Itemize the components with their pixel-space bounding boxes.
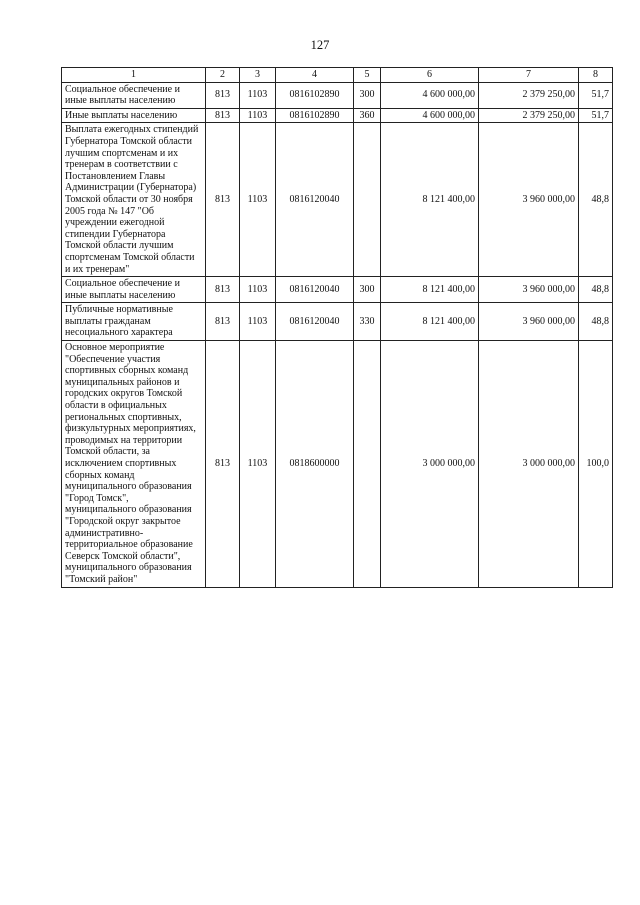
percent-cell: 51,7 xyxy=(579,82,613,108)
admin-code-cell: 813 xyxy=(206,277,240,303)
expense-type-cell: 330 xyxy=(354,303,381,341)
percent-cell: 100,0 xyxy=(579,341,613,587)
section-code-cell: 1103 xyxy=(240,108,276,123)
admin-code-cell: 813 xyxy=(206,108,240,123)
table-row xyxy=(62,277,613,303)
plan-amount-cell: 3 000 000,00 xyxy=(381,341,479,587)
expense-type-cell: 300 xyxy=(354,82,381,108)
fact-amount-cell: 3 000 000,00 xyxy=(479,341,579,587)
admin-code-cell: 813 xyxy=(206,82,240,108)
page-number: 127 xyxy=(310,38,330,52)
target-code-cell: 0816120040 xyxy=(276,123,354,277)
expense-name-cell: Выплата ежегодных стипендий Губернатора Томской области лучшим спортсменам и их тренерам в соответствии с Постановлением Главы Администрации (Губернатора) Томской области от 30 ноября 2005 года № 147 "Об учреждении ежегодной стипендии Губернатора Томской области лучшим спортсменам Томской области и их тренерам" xyxy=(62,123,206,277)
fact-amount-cell: 3 960 000,00 xyxy=(479,123,579,277)
admin-code-cell: 813 xyxy=(206,123,240,277)
target-code-cell: 0816102890 xyxy=(276,82,354,108)
fact-amount-cell: 3 960 000,00 xyxy=(479,303,579,341)
column-header: 8 xyxy=(579,68,613,83)
column-header: 4 xyxy=(276,68,354,83)
percent-cell: 48,8 xyxy=(579,277,613,303)
target-code-cell: 0816102890 xyxy=(276,108,354,123)
expense-type-cell xyxy=(354,123,381,277)
target-code-cell: 0816120040 xyxy=(276,303,354,341)
admin-code-cell: 813 xyxy=(206,303,240,341)
table-row xyxy=(62,341,613,587)
column-header: 1 xyxy=(62,68,206,83)
plan-amount-cell: 8 121 400,00 xyxy=(381,303,479,341)
column-header: 6 xyxy=(381,68,479,83)
percent-cell: 48,8 xyxy=(579,303,613,341)
fact-amount-cell: 3 960 000,00 xyxy=(479,277,579,303)
column-header: 5 xyxy=(354,68,381,83)
target-code-cell: 0818600000 xyxy=(276,341,354,587)
percent-cell: 51,7 xyxy=(579,108,613,123)
expense-type-cell xyxy=(354,341,381,587)
table-row xyxy=(62,303,613,341)
table-row xyxy=(62,108,613,123)
budget-table xyxy=(61,67,613,588)
section-code-cell: 1103 xyxy=(240,277,276,303)
column-header: 3 xyxy=(240,68,276,83)
section-code-cell: 1103 xyxy=(240,341,276,587)
column-header: 7 xyxy=(479,68,579,83)
plan-amount-cell: 4 600 000,00 xyxy=(381,108,479,123)
admin-code-cell: 813 xyxy=(206,341,240,587)
expense-type-cell: 360 xyxy=(354,108,381,123)
percent-cell: 48,8 xyxy=(579,123,613,277)
plan-amount-cell: 4 600 000,00 xyxy=(381,82,479,108)
expense-name-cell: Иные выплаты населению xyxy=(62,108,206,123)
table-header-row xyxy=(62,68,613,83)
table-row xyxy=(62,123,613,277)
table-row xyxy=(62,82,613,108)
expense-name-cell: Публичные нормативные выплаты гражданам несоциального характера xyxy=(62,303,206,341)
expense-name-cell: Социальное обеспечение и иные выплаты населению xyxy=(62,277,206,303)
fact-amount-cell: 2 379 250,00 xyxy=(479,82,579,108)
section-code-cell: 1103 xyxy=(240,123,276,277)
plan-amount-cell: 8 121 400,00 xyxy=(381,277,479,303)
fact-amount-cell: 2 379 250,00 xyxy=(479,108,579,123)
target-code-cell: 0816120040 xyxy=(276,277,354,303)
column-header: 2 xyxy=(206,68,240,83)
section-code-cell: 1103 xyxy=(240,82,276,108)
expense-type-cell: 300 xyxy=(354,277,381,303)
plan-amount-cell: 8 121 400,00 xyxy=(381,123,479,277)
expense-name-cell: Основное мероприятие "Обеспечение участия спортивных сборных команд муниципальных районов и городских округов Томской области в официальных региональных спортивных, физкультурных мероприятиях, проводимых на территории Томской области, за исключением спортивных сборных команд муниципального образования "Город Томск", муниципального образования "Городской округ закрытое административно-территориальное образование Северск Томской области", муниципального образования "Томский район" xyxy=(62,341,206,587)
section-code-cell: 1103 xyxy=(240,303,276,341)
expense-name-cell: Социальное обеспечение и иные выплаты населению xyxy=(62,82,206,108)
